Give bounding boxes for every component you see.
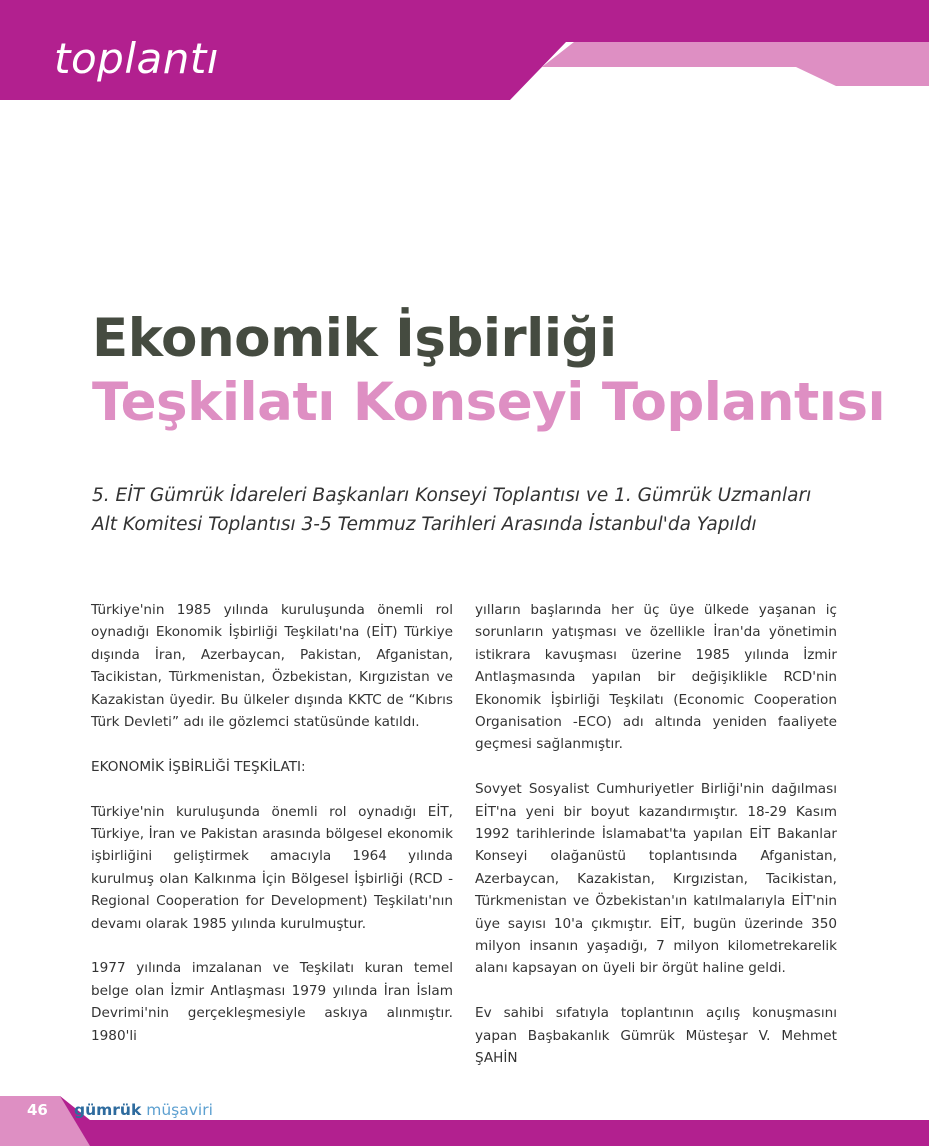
- subtitle-line2: Alt Komitesi Toplantısı 3-5 Temmuz Tarihleri Arasında İstanbul'da Yapıldı: [92, 514, 757, 535]
- magazine-name-bold: gümrük: [74, 1101, 142, 1119]
- body-column-left: [91, 599, 453, 1069]
- paragraph: yılların başlarında her üç üye ülkede yaşanan iç sorunların yatışması ve özellikle İran'da yönetimin istikrara kavuşması üzerine 1985 yılında İzmir Antlaşmasında yapılan bir değişiklikle RCD'nin Ekonomik İşbirliği Teşkilatı (Economic Cooperation Organisation -ECO) adı altında yeniden faaliyete geçmesi sağlanmıştır.: [475, 602, 837, 753]
- paragraph: Ev sahibi sıfatıyla toplantının açılış konuşmasını yapan Başbakanlık Gümrük Müsteşar V. Mehmet ŞAHİN: [475, 1005, 837, 1067]
- magazine-name-light: müşaviri: [146, 1101, 213, 1119]
- section-label: toplantı: [54, 34, 219, 83]
- article-title-line2: Teşkilatı Konseyi Toplantısı: [92, 372, 886, 433]
- paragraph: 1977 yılında imzalanan ve Teşkilatı kuran temel belge olan İzmir Antlaşması 1979 yılında İran İslam Devrimi'nin gerçekleşmesiyle askıya alınmıştır. 1980'li: [91, 960, 453, 1044]
- magazine-name: [74, 1101, 213, 1119]
- paragraph: Sovyet Sosyalist Cumhuriyetler Birliği'nin dağılması EİT'na yeni bir boyut kazandırmıştır. 18-29 Kasım 1992 tarihlerinde İslamabat'ta yapılan EİT Bakanlar Konseyi olağanüstü toplantısında Afganistan, Azerbaycan, Kazakistan, Kırgızistan, Tacikistan, Türkmenistan ve Özbekistan'ın katılmalarıyla EİT'nin üye sayısı 10'a çıkmıştır. EİT, bugün üzerinde 350 milyon insanın yaşadığı, 7 milyon kilometrekarelik alanı kapsayan on üyeli bir örgüt haline geldi.: [475, 781, 837, 977]
- article-subtitle: [92, 481, 852, 539]
- paragraph: Türkiye'nin kuruluşunda önemli rol oynadığı EİT, Türkiye, İran ve Pakistan arasında bölgesel ekonomik işbirliğini geliştirmek amacıyla 1964 yılında kurulmuş olan Kalkınma İçin Bölgesel İşbirliği (RCD -Regional Cooperation for Development) Teşkilatı'nın devamı olarak 1985 yılında kurulmuştur.: [91, 803, 453, 932]
- section-heading: EKONOMİK İŞBİRLİĞİ TEŞKİLATI:: [91, 758, 306, 775]
- body-column-right: [475, 599, 837, 1092]
- page-number: 46: [27, 1101, 48, 1119]
- paragraph: Türkiye'nin 1985 yılında kuruluşunda önemli rol oynadığı Ekonomik İşbirliği Teşkilatı'na (EİT) Türkiye dışında İran, Azerbaycan, Pakistan, Afganistan, Tacikistan, Türkmenistan, Özbekistan, Kırgızistan ve Kazakistan üyedir. Bu ülkeler dışında KKTC de “Kıbrıs Türk Devleti” adı ile gözlemci statüsünde katıldı.: [91, 602, 453, 731]
- subtitle-line1: 5. EİT Gümrük İdareleri Başkanları Konseyi Toplantısı ve 1. Gümrük Uzmanları: [92, 485, 812, 506]
- article-title-line1: Ekonomik İşbirliği: [92, 308, 617, 369]
